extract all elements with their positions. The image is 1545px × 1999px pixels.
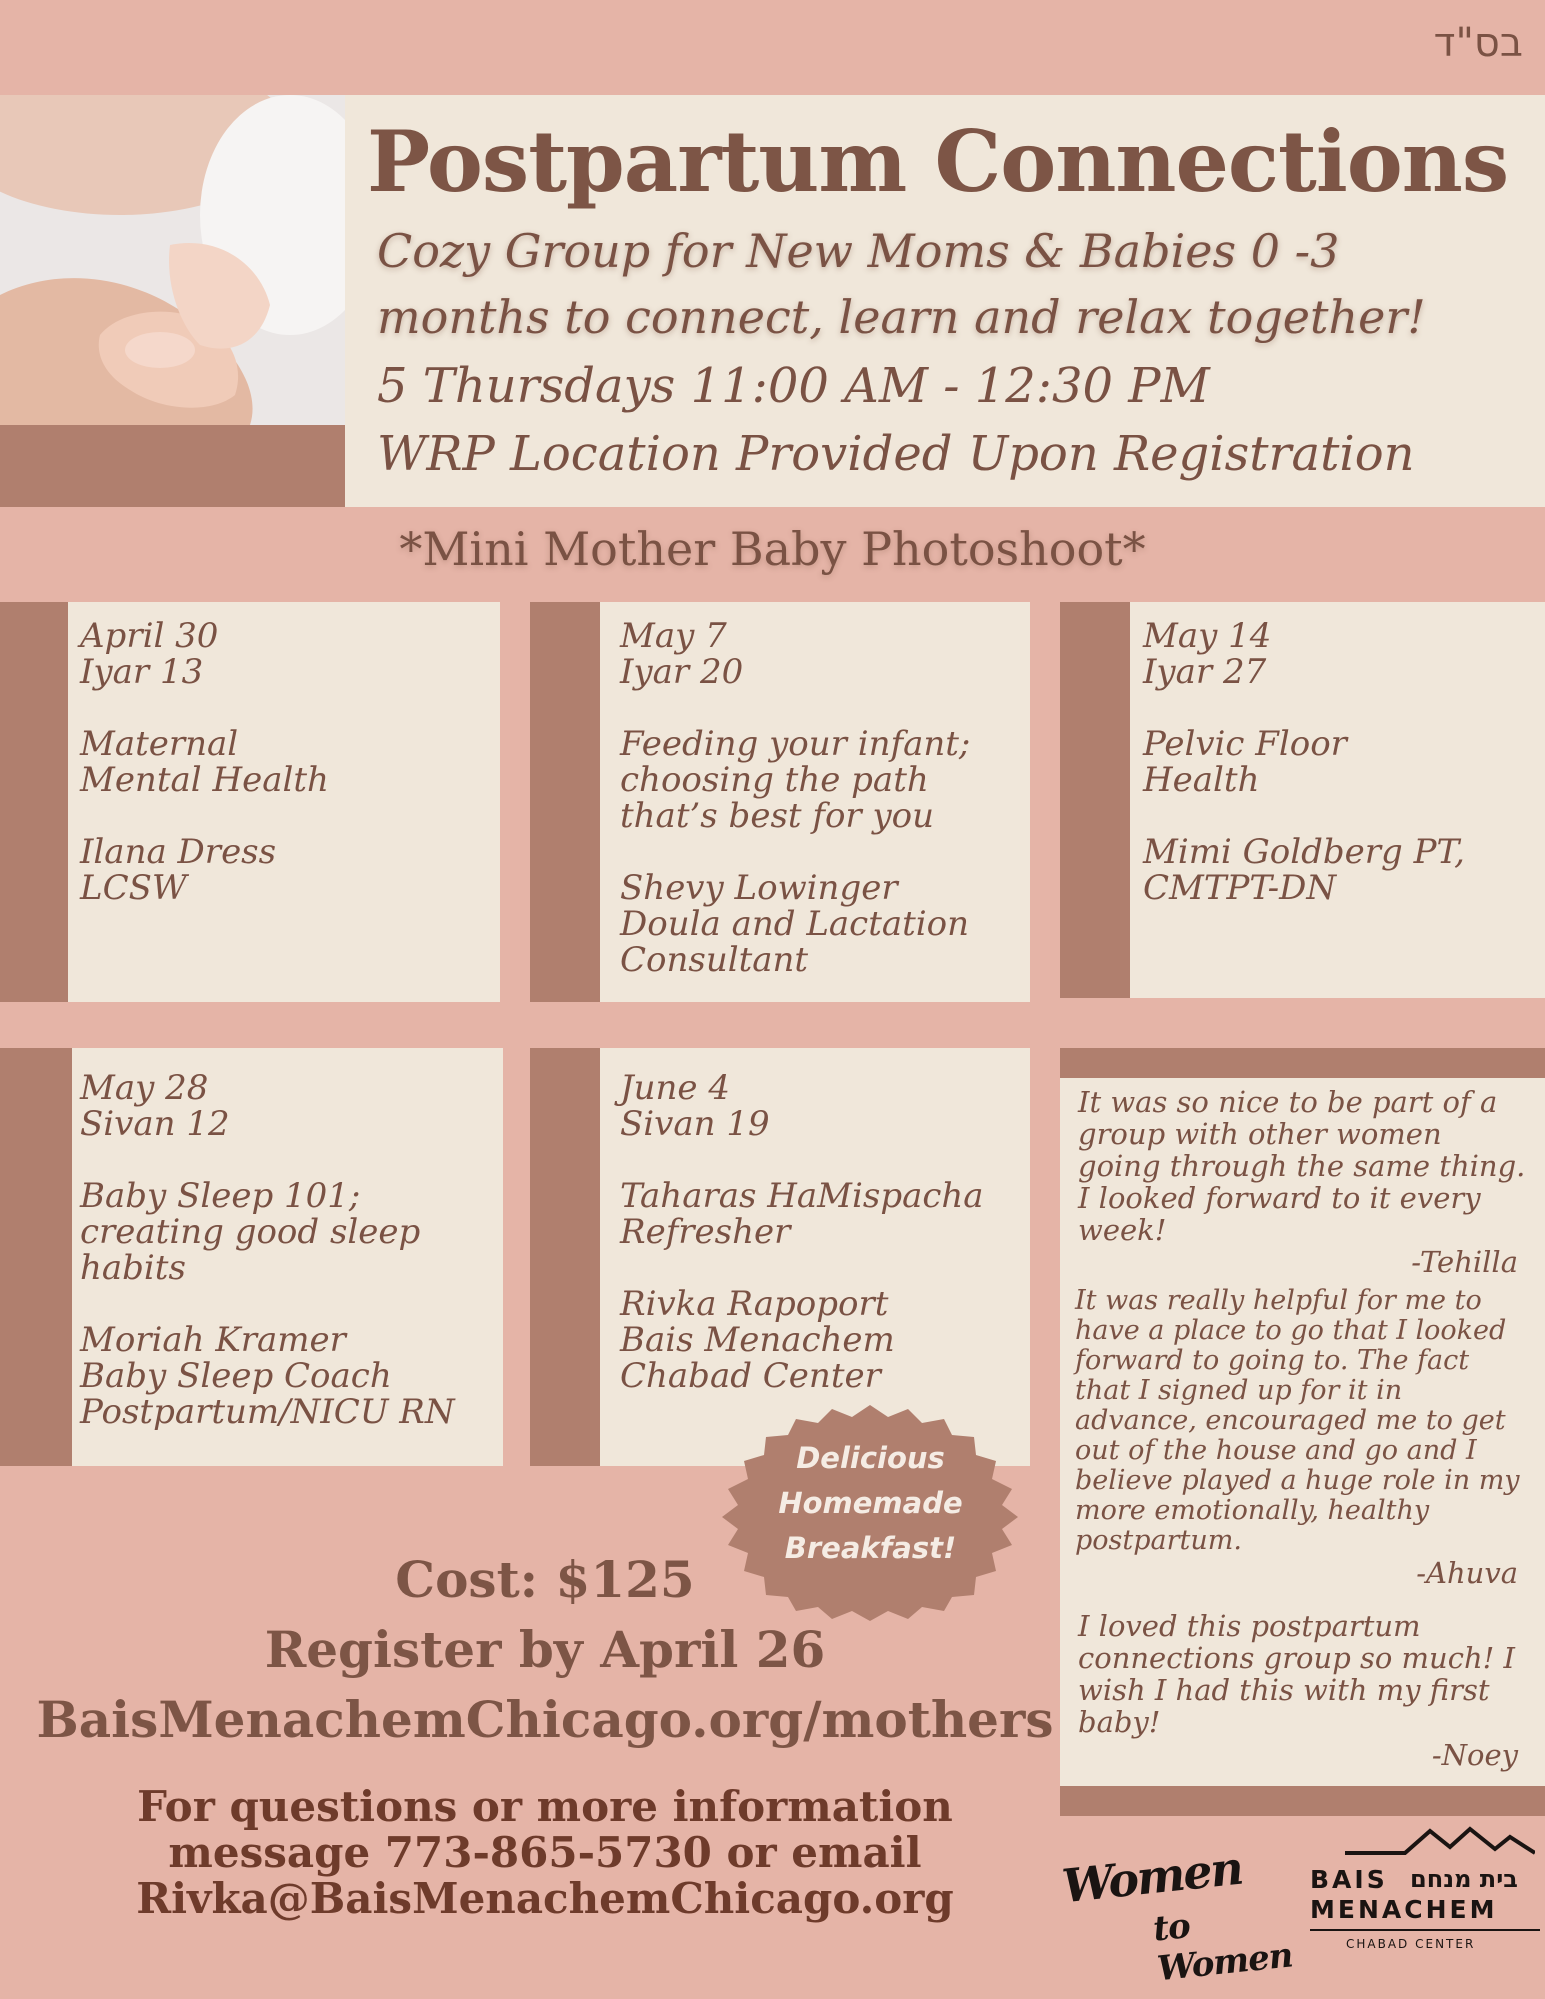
session-hebrew-date: Sivan 12 [80, 1104, 230, 1144]
session-date: June 4 [620, 1068, 730, 1108]
logo-bais-text: BAIS [1310, 1865, 1388, 1894]
session-topic: Maternal Mental Health [80, 724, 329, 800]
session-topic: Baby Sleep 101; creating good sleep habits [80, 1176, 421, 1288]
session-card-bar [530, 1048, 600, 1466]
session-speaker: Moriah Kramer Baby Sleep Coach Postpartum/NICU RN [80, 1320, 455, 1432]
baby-hand-photo [0, 95, 345, 425]
session-card-bar [0, 1048, 72, 1466]
session-date: May 7 [620, 616, 727, 656]
session-card-text [80, 618, 495, 906]
badge-line-2: Homemade [778, 1486, 963, 1520]
testimonials-top-bar [1060, 1048, 1545, 1078]
women-to-women-logo [1059, 1840, 1300, 1990]
session-card-text [620, 618, 1025, 978]
testimonial-author: -Noey [1431, 1738, 1518, 1772]
testimonial-quote: It was so nice to be part of a group with other women going through the same thing. I looked forward to it every week! [1078, 1085, 1526, 1247]
subtitle-line-1: Cozy Group for New Moms & Babies 0 -3 [377, 224, 1340, 278]
roofline-icon [1345, 1825, 1535, 1855]
contact-line-2: message 773-865-5730 or email [168, 1828, 922, 1877]
session-topic: Feeding your infant; choosing the path that’s best for you [620, 724, 971, 836]
schedule-text: 5 Thursdays 11:00 AM - 12:30 PM [377, 358, 1210, 414]
photoshoot-banner: *Mini Mother Baby Photoshoot* [399, 522, 1146, 576]
badge-line-1: Delicious [796, 1441, 945, 1475]
bsd-tag: בס"ד [1433, 20, 1523, 66]
session-speaker: Mimi Goldberg PT, CMTPT-DN [1143, 832, 1465, 908]
location-text: WRP Location Provided Upon Registration [377, 426, 1415, 482]
session-speaker: Ilana Dress LCSW [80, 832, 277, 908]
testimonials-bottom-bar [1060, 1786, 1545, 1816]
contact-line-1: For questions or more information [137, 1782, 953, 1831]
session-date: May 14 [1143, 616, 1272, 656]
logo-menachem-text: MENACHEM [1310, 1895, 1498, 1924]
bais-menachem-logo [1310, 1825, 1540, 1960]
subtitle [377, 218, 1517, 350]
session-topic: Taharas HaMispacha Refresher [620, 1176, 984, 1252]
logo-chabad-center-text: CHABAD CENTER [1346, 1937, 1476, 1951]
session-card-bar [530, 602, 600, 1002]
session-card-bar [1060, 602, 1130, 998]
contact-email[interactable]: Rivka@BaisMenachemChicago.org [136, 1874, 954, 1923]
register-deadline: Register by April 26 [264, 1620, 826, 1679]
session-date: April 30 [80, 616, 219, 656]
subtitle-line-2: months to connect, learn and relax together! [377, 290, 1426, 344]
page-title: Postpartum Connections [367, 112, 1509, 211]
session-hebrew-date: Iyar 13 [80, 652, 204, 692]
session-date: May 28 [80, 1068, 209, 1108]
testimonial-author: -Ahuva [1416, 1556, 1518, 1590]
session-card-text [1143, 618, 1543, 906]
baby-hand-illustration [0, 95, 345, 425]
session-speaker: Rivka Rapoport Bais Menachem Chabad Center [620, 1284, 895, 1396]
session-topic: Pelvic Floor Health [1143, 724, 1347, 800]
session-hebrew-date: Sivan 19 [620, 1104, 770, 1144]
logo-hebrew-text: בית מנחם [1410, 1865, 1518, 1893]
session-card-bar [0, 602, 68, 1002]
cost-text: Cost: $125 [395, 1550, 695, 1609]
testimonial-author: -Tehilla [1411, 1245, 1518, 1279]
contact-info [0, 1784, 1090, 1922]
session-card-text [620, 1070, 1025, 1394]
session-hebrew-date: Iyar 20 [620, 652, 744, 692]
session-card-text [80, 1070, 500, 1430]
logo-divider [1310, 1929, 1540, 1931]
logo-women-text: Women [1059, 1840, 1245, 1914]
testimonial-quote: It was really helpful for me to have a place to go that I looked forward to going to. The fact that I signed up for it in advance, encouraged me to get out of the house and go and I believe played a huge role in my more emotionally, healthy postpartum. [1075, 1285, 1520, 1556]
session-speaker: Shevy Lowinger Doula and Lactation Consultant [620, 868, 970, 980]
session-hebrew-date: Iyar 27 [1143, 652, 1267, 692]
logo-to-women-text: to Women [1151, 1905, 1295, 1990]
badge-line-3: Breakfast! [784, 1531, 957, 1565]
photo-accent-bar [0, 425, 345, 507]
testimonial-quote: I loved this postpartum connections group so much! I wish I had this with my first baby! [1078, 1609, 1515, 1739]
registration-url[interactable]: BaisMenachemChicago.org/mothers [36, 1690, 1054, 1749]
